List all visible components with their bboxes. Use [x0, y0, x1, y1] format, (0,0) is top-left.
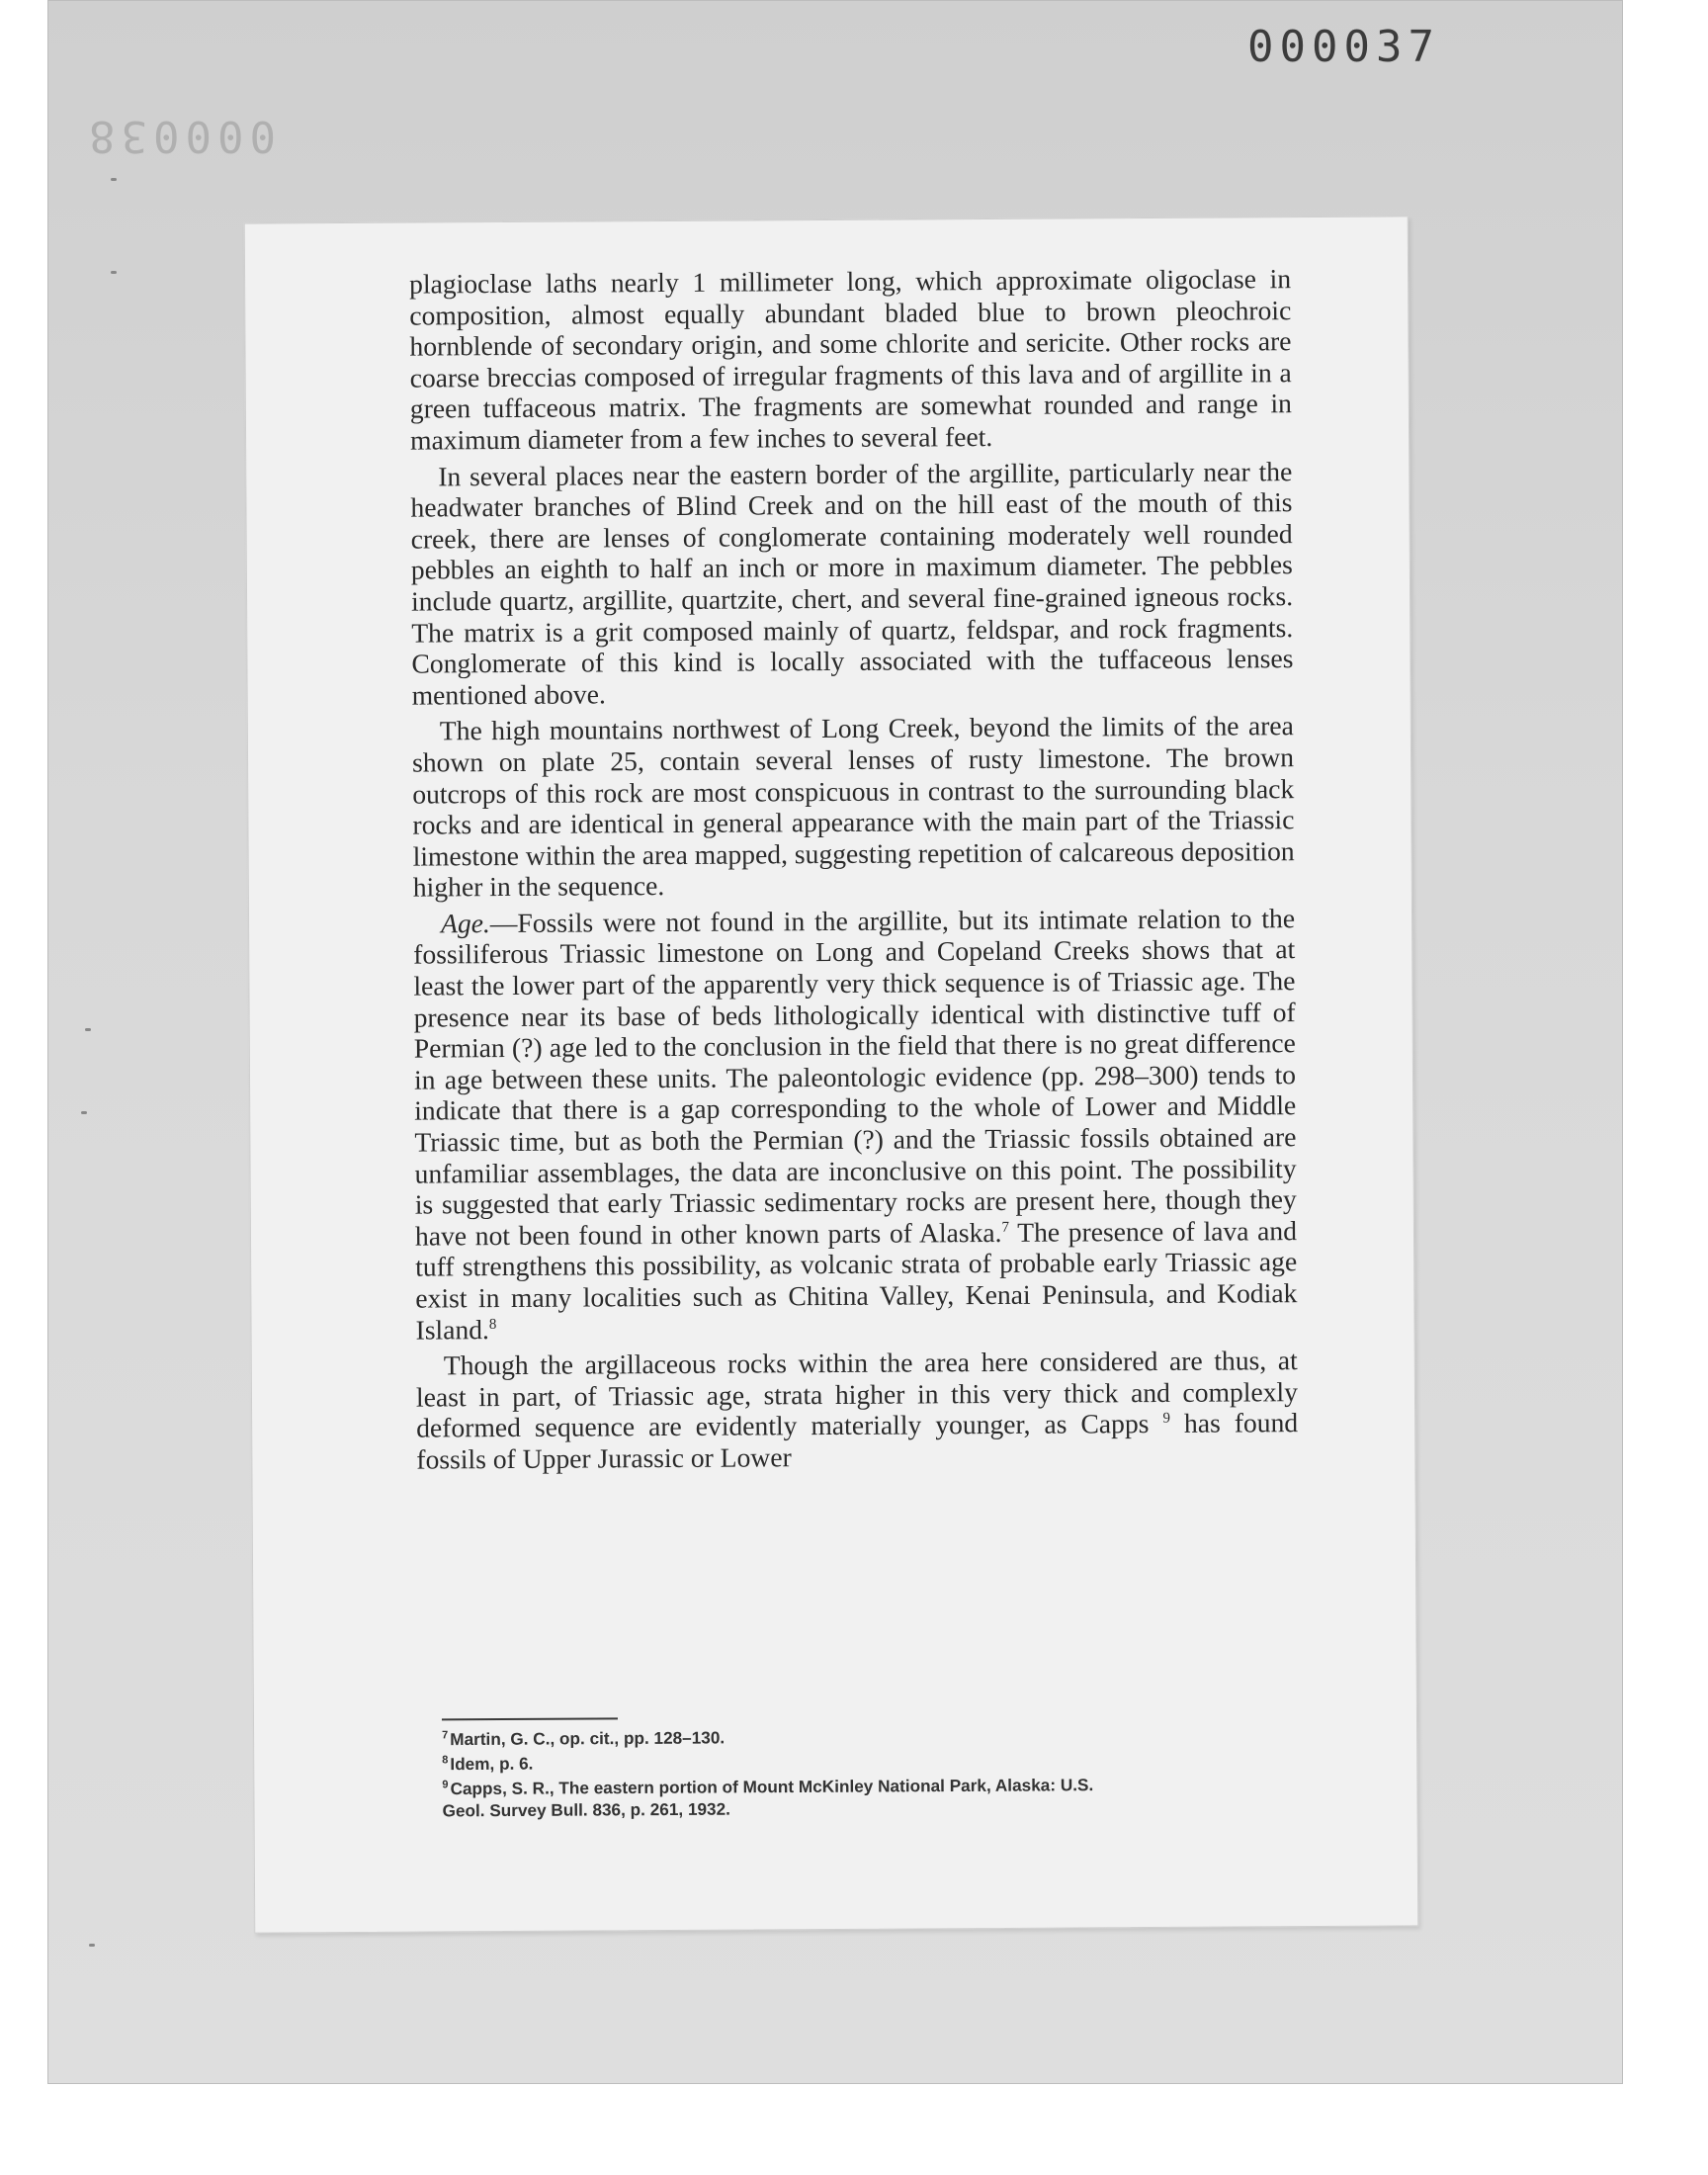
bleed-through-stamp: 000038 [83, 111, 276, 161]
footnote-number: 9 [442, 1779, 449, 1791]
paragraph-text: has found fossils of Upper Jurassic or Lower [416, 1407, 1299, 1475]
scan-speck [111, 178, 117, 181]
document-page [244, 216, 1419, 1933]
footnote-text: Idem, p. 6. [450, 1753, 534, 1775]
footnote-text: Capps, S. R., The eastern portion of Mount McKinley National Park, Alaska: U.S. [450, 1775, 1094, 1799]
scan-speck [85, 1028, 91, 1031]
paragraph-text: Though the argillaceous rocks within the area here considered are thus, at least in part, of Triassic age, strata higher in this very thick and complexly deformed sequence are evidently materially younger, as Capps [415, 1345, 1299, 1443]
footnote-text: Martin, G. C., op. cit., pp. 128–130. [450, 1727, 726, 1750]
paragraph [416, 1345, 1299, 1475]
paragraph-age [413, 903, 1298, 1346]
scan-speck [89, 1944, 95, 1947]
footnote-continuation: Geol. Survey Bull. 836, p. 261, 1932. [442, 1798, 730, 1821]
paragraph-text: The presence of lava and tuff strengthens this possibility, as volcanic strata of probable early Triassic age exist in many localities such as Chitina Valley, Kenai Peninsula, and Kodiak Island. [415, 1214, 1298, 1346]
scan-speck [111, 271, 117, 274]
footnote-number: 7 [442, 1729, 449, 1742]
footnote-ref: 8 [488, 1316, 497, 1333]
footnote-ref: 9 [1162, 1411, 1170, 1428]
footnotes [442, 1720, 1313, 1822]
page-number-stamp: 000037 [1247, 22, 1440, 72]
footnote-number: 8 [442, 1754, 449, 1767]
page-body [409, 263, 1298, 1480]
footnote-divider [442, 1717, 618, 1720]
paragraph: The high mountains northwest of Long Creek, beyond the limits of the area shown on plate 25, contain several lenses of rusty limestone. The brown outcrops of this rock are most conspicuous in contrast to the surrounding black rocks and are identical in general appearance with the main part of the Triassic limestone within the area mapped, suggesting repetition of calcareous deposition higher in the sequence. [411, 710, 1295, 903]
paragraph: plagioclase laths nearly 1 millimeter long, which approximate oligoclase in composition, almost equally abundant bladed blue to brown pleochroic hornblende of secondary origin, and some chlorite and sericite. Other rocks are coarse breccias composed of irregular fragments of this lava and of argillite in a green tuffaceous matrix. The fragments are somewhat rounded and range in maximum diameter from a few inches to several feet. [409, 263, 1292, 456]
paragraph: In several places near the eastern border of the argillite, particularly near the headwater branches of Blind Creek and on the hill east of the mouth of this creek, there are lenses of conglomerate containing moderately well rounded pebbles an eighth to half an inch or more in maximum diameter. The pebbles include quartz, argillite, quartzite, chert, and several fine-grained igneous rocks. The matrix is a grit composed mainly of quartz, feldspar, and rock fragments. Conglomerate of this kind is locally associated with the tuffaceous lenses mentioned above. [410, 455, 1294, 711]
section-lead: Age. [440, 907, 490, 939]
paragraph-text: —Fossils were not found in the argillite, but its intimate relation to the fossiliferous Triassic limestone on Long and Copeland Creeks shows that at least the lower part of the apparently very thick sequence is of Triassic age. The presence near its base of beds lithologically identical with distinctive tuff of Permian (?) age led to the conclusion in the field that there is no great difference in age between these units. The paleontologic evidence (pp. 298–300) tends to indicate that there is a gap corresponding to the whole of Lower and Middle Triassic time, but as both the Permian (?) and the Triassic fossils obtained are unfamiliar assemblages, the data are inconclusive on this point. The possibility is suggested that early Triassic sedimentary rocks are present here, though they have not been found in other known parts of Alaska. [413, 903, 1297, 1252]
scan-speck [81, 1111, 87, 1114]
footnote-ref: 7 [1001, 1219, 1010, 1236]
